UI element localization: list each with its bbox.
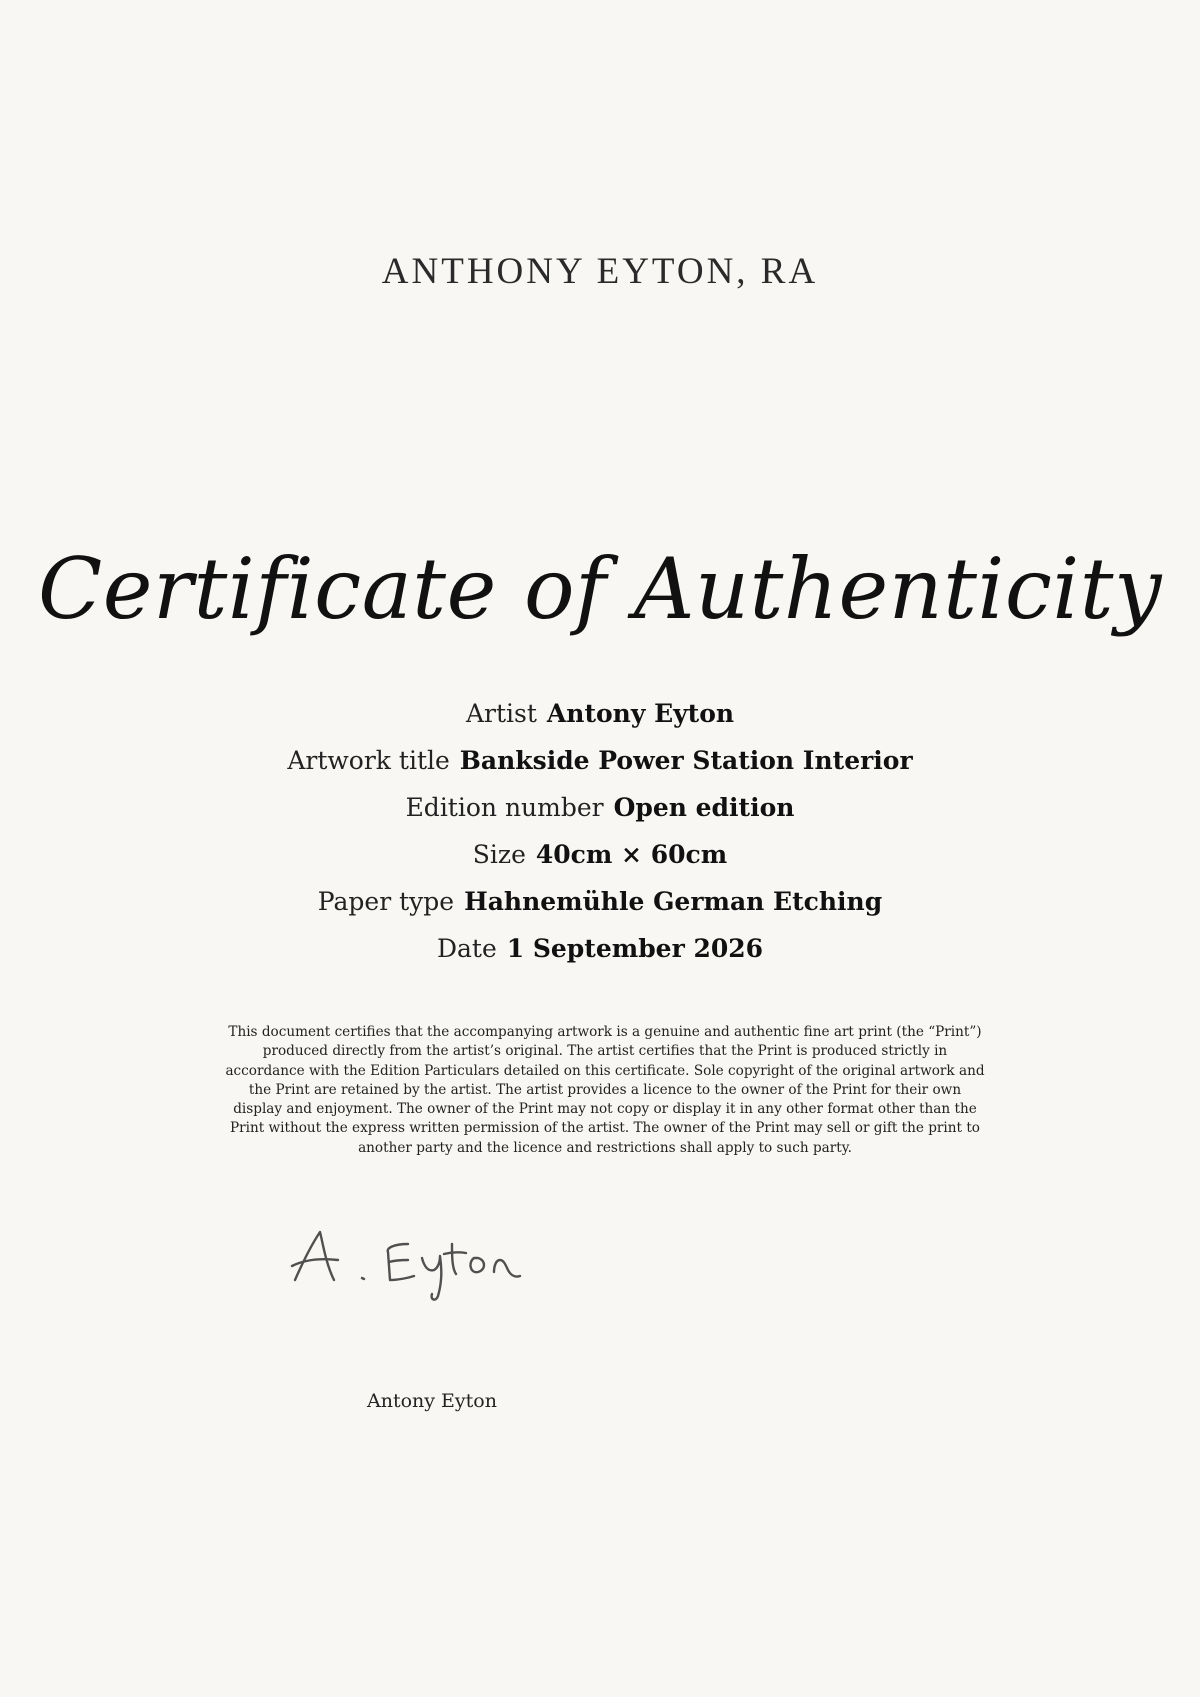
printed-artist-name: Antony Eyton — [367, 1390, 497, 1412]
particular-artwork-title — [0, 737, 1200, 784]
particular-artist — [0, 690, 1200, 737]
particular-label: Artist — [465, 699, 537, 728]
particular-label: Size — [472, 840, 526, 869]
artist-header: ANTHONY EYTON, RA — [381, 251, 819, 292]
particular-label: Paper type — [317, 887, 455, 916]
particular-edition-number — [0, 784, 1200, 831]
particular-value: Hahnemühle German Etching — [464, 887, 883, 916]
particular-value: Antony Eyton — [546, 699, 735, 728]
particular-label: Artwork title — [287, 746, 450, 775]
particular-paper-type — [0, 878, 1200, 925]
legal-statement: This document certifies that the accompanying artwork is a genuine and authentic fine art print (the “Print”) produced directly from the artist’s original. The artist certifies that the Print is produced strictly in accordance with the Edition Particulars detailed on this certificate. Sole copyright of the original artwork and the Print are retained by the artist. The artist provides a licence to the owner of the Print for their own display and enjoyment. The owner of the Print may not copy or display it in any other format other than the Print without the express written permission of the artist. The owner of the Print may sell or gift the print to another party and the licence and restrictions shall apply to such party. — [225, 1024, 985, 1156]
particular-size — [0, 831, 1200, 878]
handwritten-signature — [290, 1222, 560, 1312]
particular-date — [0, 925, 1200, 972]
particular-label: Date — [436, 934, 497, 963]
particular-value: 1 September 2026 — [506, 934, 764, 963]
certificate-title: Certificate of Authenticity — [37, 540, 1163, 638]
particular-label: Edition number — [405, 793, 604, 822]
edition-particulars — [0, 690, 1200, 972]
particular-value: Bankside Power Station Interior — [459, 746, 913, 775]
particular-value: 40cm × 60cm — [535, 840, 728, 869]
particular-value: Open edition — [613, 793, 795, 822]
